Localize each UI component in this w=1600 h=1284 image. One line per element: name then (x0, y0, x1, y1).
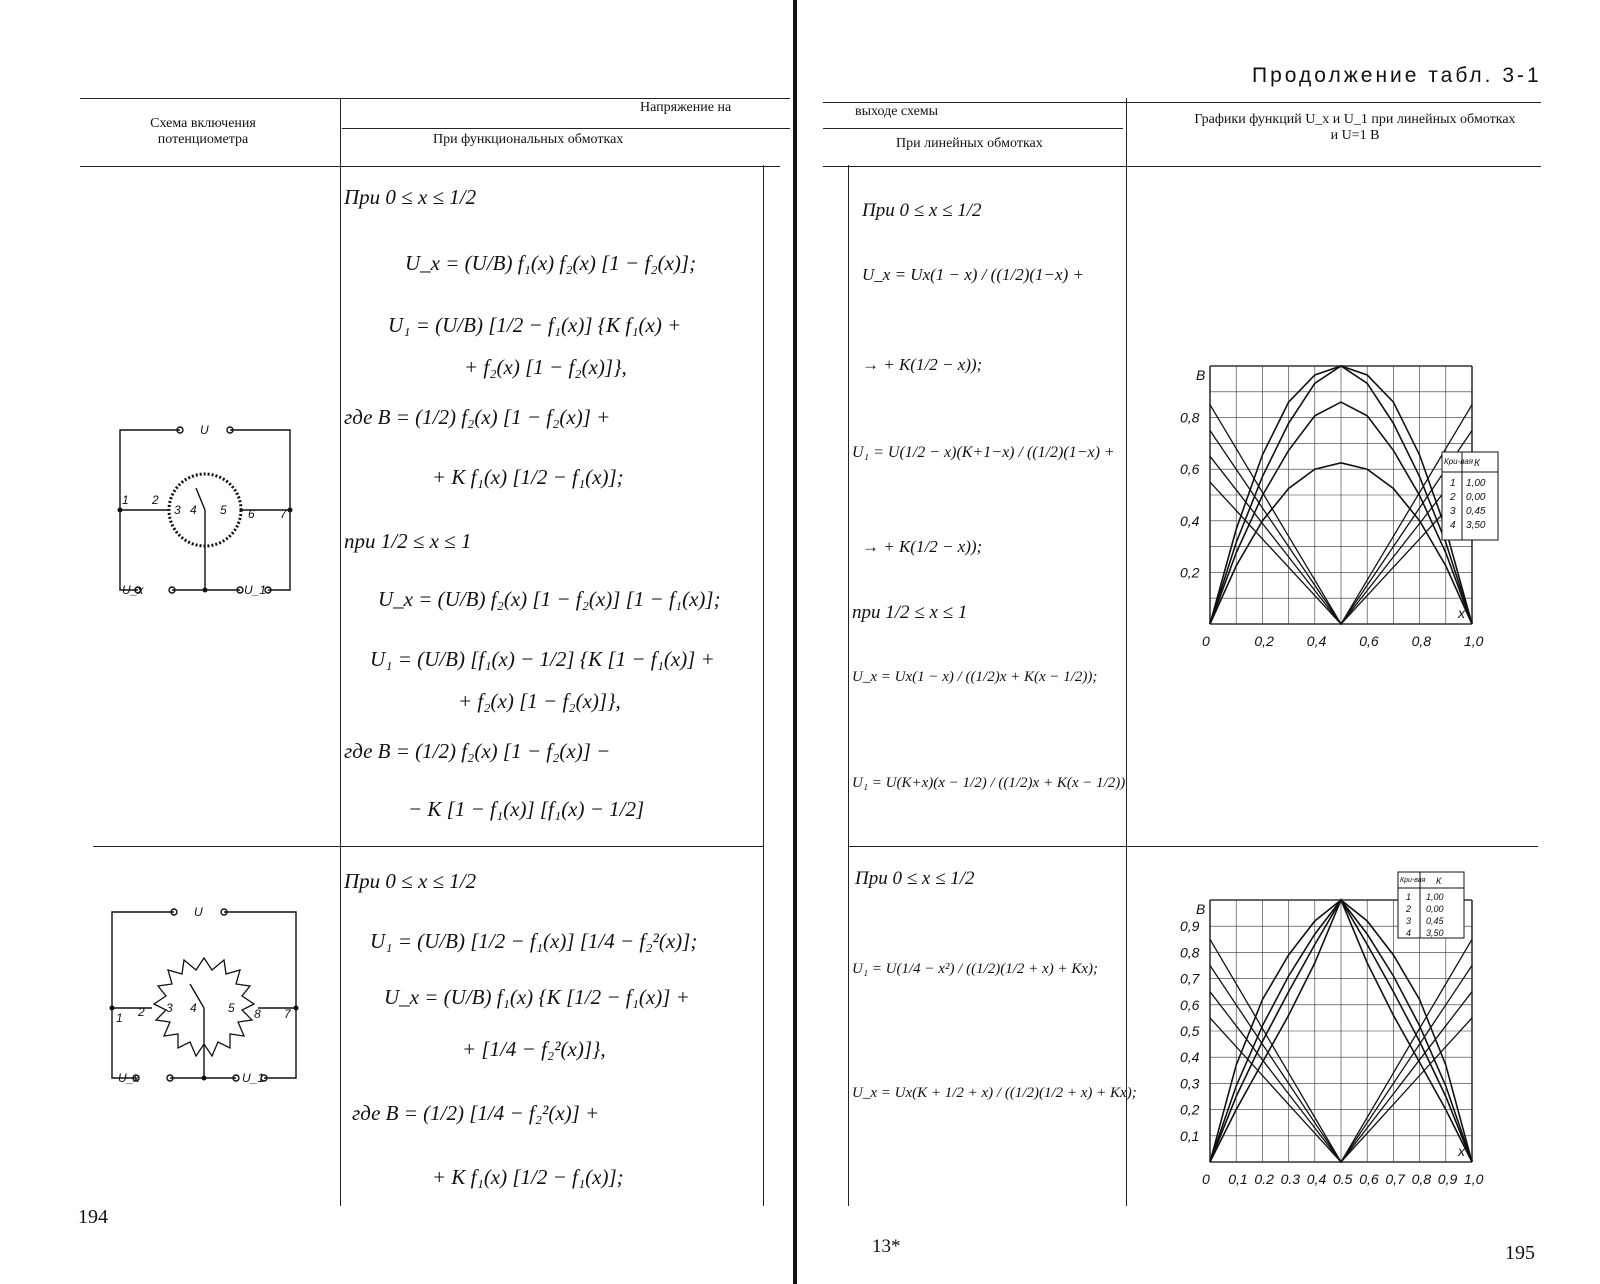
header-linear: При линейных обмотках (896, 136, 1043, 151)
rule-sub-left (342, 128, 790, 129)
formula-line: U₁ = (U/B) [1/2 − f₁(x)] {K f₁(x) + (388, 313, 682, 337)
schematic-1 (110, 420, 300, 600)
y-tick-label: 0,7 (1180, 970, 1200, 987)
rule-top-left (80, 98, 790, 99)
node-label: 5 (228, 1001, 235, 1015)
formula-line: + K f₁(x) [1/2 − f₁(x)]; (432, 1165, 624, 1189)
x-tick-label: 0,4 (1306, 1171, 1327, 1187)
schematic-label: U_x (118, 1071, 140, 1085)
formula-line: где B = (1/2) f₂(x) [1 − f₂(x)] + (344, 405, 611, 429)
formula-line: При 0 ≤ x ≤ 1/2 (855, 868, 975, 889)
rule-head-bottom-left (80, 166, 780, 167)
formula-line: U_x = Ux(1 − x) / ((1/2)x + K(x − 1/2)); (852, 669, 1098, 685)
formula-line: При 0 ≤ x ≤ 1/2 (862, 200, 982, 221)
x-tick-label: 0,2 (1254, 633, 1274, 649)
x-tick-label: 0,6 (1359, 633, 1379, 649)
chart-2 (1180, 870, 1520, 1210)
table-caption: Продолжение табл. 3-1 (1252, 64, 1542, 87)
x-tick-label: 0,1 (1228, 1171, 1248, 1187)
legend-cell: 0,45 (1426, 916, 1444, 926)
rule-head-bottom-right (823, 166, 1541, 167)
formula-line: U₁ = (U/B) [1/2 − f₁(x)] [1/4 − f₂²(x)]; (370, 929, 698, 953)
formula-line: + K f₁(x) [1/2 − f₁(x)]; (432, 465, 624, 489)
y-tick-label: 0,3 (1180, 1075, 1200, 1092)
legend-cell: 1,00 (1466, 478, 1486, 489)
legend-cell: 4 (1450, 520, 1456, 531)
y-tick-label: 0,2 (1180, 564, 1200, 581)
node-label: 3 (174, 503, 181, 517)
node-label: 1 (122, 493, 129, 507)
chart-legend (1442, 452, 1498, 540)
legend-cell: 0,45 (1466, 506, 1486, 517)
formula-line: где B = (1/2) f₂(x) [1 − f₂(x)] − (344, 739, 611, 763)
legend-cell: 1 (1406, 892, 1412, 902)
rule-row-sep-left (93, 846, 763, 847)
book-gutter (793, 0, 797, 1284)
node-label: 4 (190, 1001, 197, 1015)
x-tick-label: 0.5 (1333, 1171, 1353, 1187)
y-tick-label: 0,8 (1180, 409, 1200, 426)
legend-cell: 3 (1450, 506, 1456, 517)
formula-line: При 0 ≤ x ≤ 1/2 (344, 185, 477, 209)
y-tick-label: 0,2 (1180, 1101, 1200, 1118)
page-number-right: 195 (1505, 1242, 1535, 1264)
legend-cell: 3,50 (1466, 520, 1486, 531)
x-tick-label: 0,7 (1385, 1171, 1405, 1187)
legend-head: К (1436, 876, 1442, 886)
x-tick-label: 1,0 (1464, 1171, 1484, 1187)
x-tick-label: 0,4 (1306, 633, 1327, 649)
x-axis-label: x (1458, 605, 1465, 621)
node-label: 7 (280, 507, 287, 521)
legend-cell: 4 (1406, 928, 1412, 938)
node-label: 8 (254, 1007, 261, 1021)
formula-line: + f₂(x) [1 − f₂(x)]}, (464, 355, 627, 379)
x-tick-label: 0 (1202, 633, 1210, 649)
schematic-2 (108, 900, 308, 1090)
chart-1 (1180, 360, 1520, 670)
header-graphs: Графики функций U_x и U_1 при линейных обмотках и U=1 В (1194, 112, 1516, 143)
node-label: 7 (284, 1007, 291, 1021)
header-scheme: Схема включения потенциометра (150, 116, 256, 147)
legend-head: К (1474, 458, 1480, 469)
formula-line: при 1/2 ≤ x ≤ 1 (852, 602, 968, 623)
formula-line: U_x = (U/B) f₂(x) [1 − f₂(x)] [1 − f₁(x)]; (378, 587, 721, 611)
x-tick-label: 0.3 (1280, 1171, 1301, 1187)
node-label: 5 (220, 503, 227, 517)
legend-cell: 2 (1406, 904, 1412, 914)
schematic-label: U_1 (244, 583, 267, 597)
node-label: 3 (166, 1001, 173, 1015)
schematic-label: U (200, 423, 209, 437)
legend-cell: 1,00 (1426, 892, 1444, 902)
rule-row-sep-right (848, 846, 1538, 847)
legend-cell: 0,00 (1466, 492, 1486, 503)
y-tick-label: 0,8 (1180, 944, 1200, 961)
y-axis-label: В (1196, 901, 1206, 917)
y-axis-label: В (1196, 367, 1206, 383)
y-tick-label: 0,5 (1180, 1023, 1200, 1039)
y-tick-label: 0,6 (1180, 996, 1200, 1013)
col-sep-1 (340, 98, 341, 1206)
x-tick-label: 0,8 (1411, 1171, 1432, 1187)
node-label: 2 (138, 1005, 145, 1019)
y-tick-label: 0,9 (1180, 918, 1200, 935)
legend-cell: 1 (1450, 478, 1456, 489)
header-functional: При функциональных обмотках (433, 132, 624, 147)
col-sep-4 (1126, 98, 1127, 1206)
col-sep-3 (848, 165, 849, 1206)
formula-line: U₁ = U(K+x)(x − 1/2) / ((1/2)x + K(x − 1/2)) (852, 775, 1126, 791)
node-label: 4 (190, 503, 197, 517)
x-axis-label: x (1458, 1143, 1465, 1159)
formula-line: → + K(1/2 − x)); (862, 355, 983, 374)
page-number-left: 194 (78, 1206, 108, 1228)
formula-line: + f₂(x) [1 − f₂(x)]}, (458, 689, 621, 713)
legend-cell: 0,00 (1426, 904, 1444, 914)
x-tick-label: 1,0 (1464, 633, 1484, 649)
formula-line: → + K(1/2 − x)); (862, 537, 983, 556)
formula-line: U₁ = (U/B) [f₁(x) − 1/2] {K [1 − f₁(x)] + (370, 647, 715, 671)
legend-cell: 3 (1406, 916, 1412, 926)
y-tick-label: 0,4 (1180, 1049, 1200, 1066)
formula-line: U_x = Ux(1 − x) / ((1/2)(1−x) + (862, 265, 1084, 284)
node-label: 6 (248, 507, 255, 521)
y-tick-label: 0,1 (1180, 1127, 1200, 1144)
x-tick-label: 0,8 (1411, 633, 1432, 649)
chart-legend (1398, 872, 1464, 938)
y-tick-label: 0,6 (1180, 461, 1200, 478)
formula-line: где B = (1/2) [1/4 − f₂²(x)] + (352, 1101, 600, 1125)
signature-mark: 13* (872, 1236, 901, 1257)
formula-line: U_x = (U/B) f₁(x) {K [1/2 − f₁(x)] + (384, 985, 690, 1009)
x-tick-label: 0.2 (1254, 1171, 1274, 1187)
formula-line: − K [1 − f₁(x)] [f₁(x) − 1/2] (408, 797, 645, 821)
schematic-label: U_1 (242, 1071, 265, 1085)
formula-line: U_x = Ux(K + 1/2 + x) / ((1/2)(1/2 + x) + Kx); (852, 1085, 1137, 1101)
node-label: 1 (116, 1011, 123, 1025)
node-label: 2 (152, 493, 159, 507)
x-tick-label: 0 (1202, 1171, 1210, 1187)
rule-top-right (823, 102, 1541, 103)
schematic-label: U_x (122, 583, 144, 597)
legend-cell: 2 (1450, 492, 1456, 503)
legend-head: Кри-вая (1444, 457, 1473, 466)
rule-sub-right (823, 128, 1123, 129)
formula-line: при 1/2 ≤ x ≤ 1 (344, 529, 472, 553)
y-tick-label: 0,4 (1180, 512, 1200, 529)
x-tick-label: 0,6 (1359, 1171, 1379, 1187)
header-voltage-right: выходе схемы (855, 104, 939, 119)
formula-line: При 0 ≤ x ≤ 1/2 (344, 869, 477, 893)
x-tick-label: 0,9 (1437, 1171, 1458, 1187)
formula-line: U_x = (U/B) f₁(x) f₂(x) [1 − f₂(x)]; (405, 251, 697, 275)
formula-line: U₁ = U(1/4 − x²) / ((1/2)(1/2 + x) + Kx); (852, 961, 1098, 977)
legend-cell: 3,50 (1426, 928, 1444, 938)
col-sep-2 (763, 165, 764, 1206)
formula-line: + [1/4 − f₂²(x)]}, (462, 1037, 606, 1061)
header-voltage-left: Напряжение на (640, 100, 732, 115)
legend-head: Кри-вая (1400, 877, 1426, 884)
schematic-label: U (194, 905, 203, 919)
formula-line: U₁ = U(1/2 − x)(K+1−x) / ((1/2)(1−x) + (852, 444, 1115, 461)
